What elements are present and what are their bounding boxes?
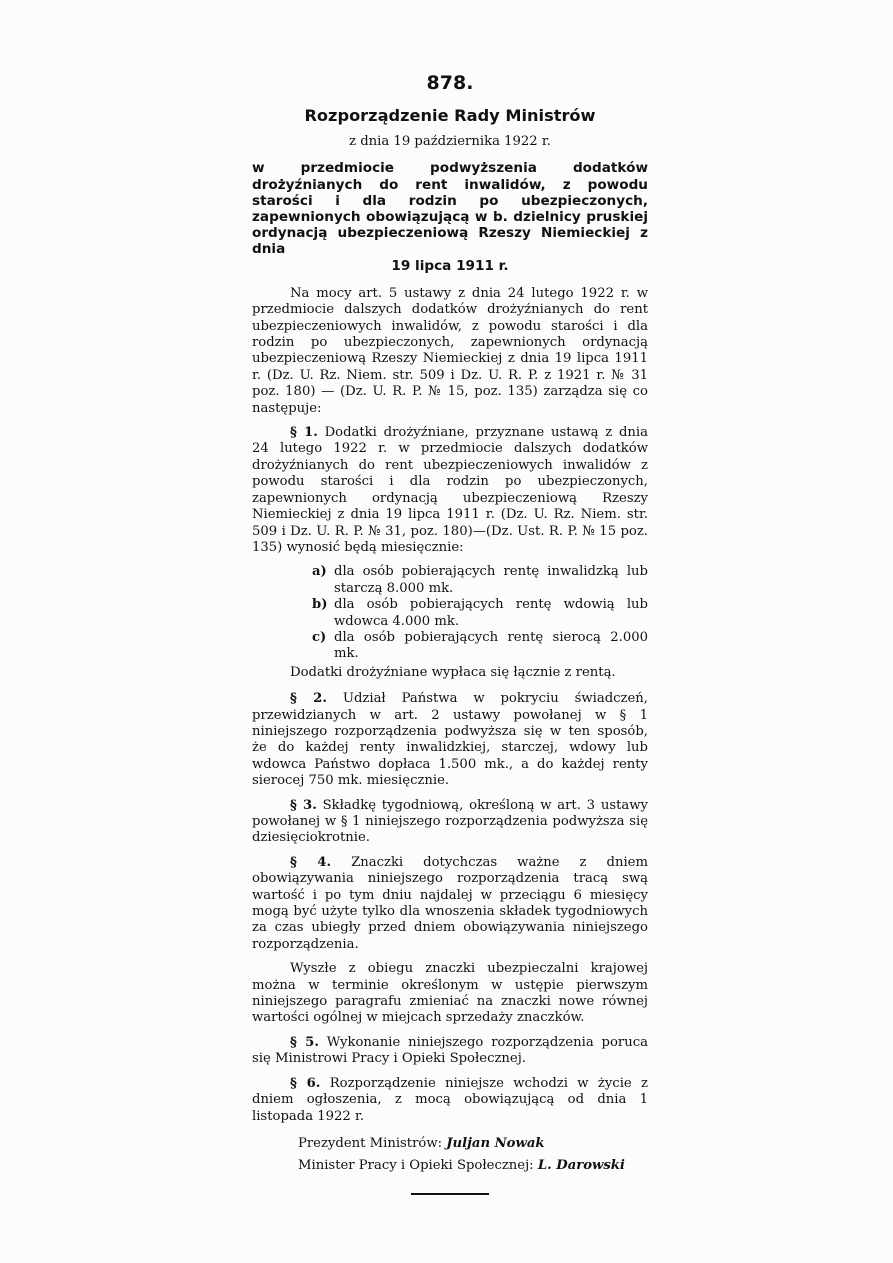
date-line: z dnia 19 października 1922 r.	[349, 134, 551, 149]
list-item-mark: a)	[312, 564, 327, 580]
section-5-label: § 5.	[290, 1034, 319, 1050]
section-5-text: Wykonanie niniejszego rozporządzenia poruca się Ministrowi Pracy i Opieki Społecznej.	[252, 1034, 648, 1067]
list-item	[312, 630, 648, 663]
section-2-text: Udział Państwa w pokryciu świadczeń, przewidzianych w art. 2 ustawy powołanej w § 1 niniejszego rozporządzenia podwyższa się w ten sposób, że do każdej renty inwalidzkiej, starczej, wdowy lub wdowca Państwo dopłaca 1.500 mk., a do każdej renty sierocej 750 mk. miesięcznie.	[252, 691, 648, 789]
section-6-text: Rozporządzenie niniejsze wchodzi w życie z dniem ogłoszenia, z mocą obowiązującą od dnia 1 listopada 1922 r.	[252, 1075, 648, 1124]
signature-line	[298, 1133, 648, 1155]
section-3-label: § 3.	[290, 797, 317, 813]
list-item	[312, 564, 648, 597]
section-6-label: § 6.	[290, 1075, 321, 1091]
signature-role: Prezydent Ministrów:	[298, 1135, 443, 1151]
section-4-label: § 4.	[290, 854, 332, 870]
section-1-closing: Dodatki drożyźniane wypłaca się łącznie z rentą.	[290, 664, 616, 680]
section-3	[252, 798, 648, 847]
section-5	[252, 1035, 648, 1068]
section-1-items	[312, 564, 648, 662]
signature-block	[298, 1133, 648, 1177]
preamble: Na mocy art. 5 ustawy z dnia 24 lutego 1922 r. w przedmiocie dalszych dodatków drożyźnianych do rent ubezpieczeniowych inwalidów, z powodu starości i dla rodzin po ubezpieczonych, zapewnionych ordynacją ubezpieczeniową Rzeszy Niemieckiej z dnia 19 lipca 1911 r. (Dz. U. Rz. Niem. str. 509 i Dz. U. R. P. z 1921 r. № 31 poz. 180) — (Dz. U. R. P. № 15, poz. 135) zarządza się co następuje:	[252, 285, 648, 416]
signature-name: L. Darowski	[537, 1157, 625, 1173]
subject-heading	[252, 160, 648, 273]
section-1-text: Dodatki drożyźniane, przyznane ustawą z dnia 24 lutego 1922 r. w przedmiocie dalszych dodatków drożyźnianych do rent ubezpieczeniowych inwalidów z powodu starości i dla rodzin po ubezpieczonych, zapewnionych ordynacją ubezpieczeniową Rzeszy Niemieckiej z dnia 19 lipca 1911 r. (Dz. U. Rz. Niem. str. 509 i Dz. U. R. P. № 31, poz. 180)—(Dz. Ust. R. P. № 15 poz. 135) wynosić będą miesięcznie:	[252, 425, 648, 555]
list-item	[312, 597, 648, 630]
list-item-mark: b)	[312, 597, 328, 613]
signature-name: Juljan Nowak	[446, 1135, 545, 1151]
subject-text: w przedmiocie podwyższenia dodatków drożyźnianych do rent inwalidów, z powodu starości i dla rodzin po ubezpieczonych, zapewnionych obowiązującą w b. dzielnicy pruskiej ordynacją ubezpieczeniową Rzeszy Niemieckiej z dnia	[252, 160, 648, 258]
section-1	[252, 425, 648, 556]
document-title: Rozporządzenie Rady Ministrów	[304, 106, 596, 125]
section-3-text: Składkę tygodniową, określoną w art. 3 ustawy powołanej w § 1 niniejszego rozporządzenia podwyższa się dziesięciokrotnie.	[252, 797, 649, 846]
list-item-text: dla osób pobierających rentę inwalidzką lub starczą 8.000 mk.	[334, 564, 648, 596]
list-item-text: dla osób pobierających rentę sierocą 2.000 mk.	[334, 629, 648, 662]
signature-role: Minister Pracy i Opieki Społecznej:	[298, 1157, 534, 1173]
list-item-text: dla osób pobierających rentę wdowią lub wdowca 4.000 mk.	[334, 597, 648, 629]
section-4-text: Znaczki dotychczas ważne z dniem obowiązywania niniejszego rozporządzenia tracą swą wartość i po tym dniu najdalej w przeciągu 6 miesięcy mogą być użyte tylko dla wnoszenia składek tygodniowych za czas ubiegły przed dniem obowiązywania niniejszego rozporządzenia.	[252, 854, 648, 952]
list-item-mark: c)	[312, 629, 327, 645]
section-6	[252, 1076, 648, 1125]
text-column	[252, 66, 648, 1195]
section-2-label: § 2.	[290, 691, 327, 707]
section-4-paragraph-2: Wyszłe z obiegu znaczki ubezpieczalni krajowej można w terminie określonym w ustępie pierwszym niniejszego paragrafu zmieniać na znaczki nowe równej wartości ogólnej w miejcach sprzedaży znaczków.	[252, 961, 648, 1026]
page-number: 878.	[426, 72, 474, 94]
section-2	[252, 691, 648, 789]
subject-last-line: 19 lipca 1911 r.	[391, 257, 509, 274]
section-1-label: § 1.	[290, 425, 318, 441]
signature-line	[298, 1155, 648, 1177]
closing-rule	[411, 1193, 489, 1195]
section-4	[252, 855, 648, 953]
